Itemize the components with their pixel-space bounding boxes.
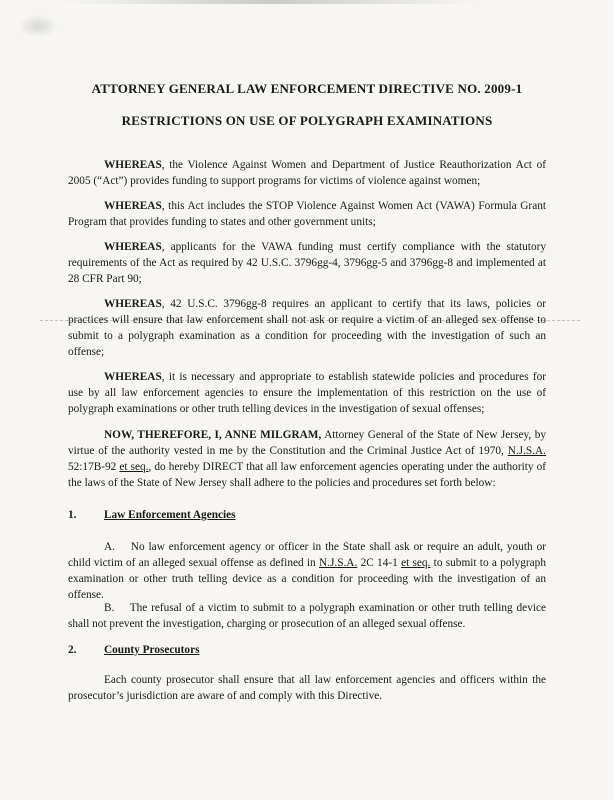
section-label: Law Enforcement Agencies [104,509,236,521]
directive-subtitle: RESTRICTIONS ON USE OF POLYGRAPH EXAMINATIONS [121,113,493,128]
subsection-a-text-2: 2C 14-1 [357,557,402,569]
whereas-text: , this Act includes the STOP Violence Against Women Act (VAWA) Formula Grant Program that provides funding to states and other government units; [68,200,546,228]
directive-title: ATTORNEY GENERAL LAW ENFORCEMENT DIRECTIVE NO. 2009-1 [91,81,523,96]
now-therefore-paragraph [68,427,546,491]
et-seq: et seq. [401,557,431,569]
section-2-heading [68,644,200,656]
whereas-label: WHEREAS [104,159,162,171]
scan-smudge [18,14,58,38]
et-seq: et seq. [119,461,149,473]
whereas-paragraph-1 [68,157,546,189]
now-text-2: 52:17B-92 [68,461,120,473]
subsection-a-text-1: No law enforcement agency or officer in the State shall ask or require an adult, youth or child victim of an alleged sexual offense as defined in [68,541,546,569]
subsection-mark: A. [104,541,115,553]
whereas-text: , it is necessary and appropriate to establish statewide policies and procedures for use by all law enforcement agencies to ensure the implementation of this restriction on the use of polygraph examinations or other truth telling devices in the investigation of sexual offenses; [68,371,546,415]
county-prosecutor-paragraph: Each county prosecutor shall ensure that all law enforcement agencies and officers within the prosecutor’s jurisdiction are aware of and comply with this Directive. [68,674,546,702]
whereas-paragraph-5 [68,369,546,417]
subsection-a [68,539,546,603]
section-label: County Prosecutors [104,644,200,656]
whereas-label: WHEREAS [104,241,162,253]
subsection-b-text: The refusal of a victim to submit to a polygraph examination or other truth telling device shall not prevent the investigation, charging or prosecution of an alleged sexual offense. [68,602,547,630]
scan-artifact-top [60,0,480,4]
section-number: 2. [68,644,77,656]
whereas-label: WHEREAS [104,200,162,212]
subsection-b [68,600,546,632]
statute-citation: N.J.S.A. [507,445,546,457]
whereas-paragraph-4 [68,296,546,360]
subsection-a-text-3: to submit to a polygraph examination or other truth telling device as a condition for proceeding with the investigation of an offense. [68,557,546,601]
statute-citation: N.J.S.A. [319,557,358,569]
whereas-paragraph-3 [68,239,546,287]
section-1-heading [68,509,236,521]
now-therefore-lead: NOW, THEREFORE, I, ANNE MILGRAM, [104,429,322,441]
whereas-label: WHEREAS [104,298,162,310]
now-text-3: , do hereby DIRECT that all law enforcement agencies operating under the authority of the laws of the State of New Jersey shall adhere to the policies and procedures set forth below: [68,461,546,489]
section-number: 1. [68,509,77,521]
whereas-text: , 42 U.S.C. 3796gg-8 requires an applicant to certify that its laws, policies or practices will ensure that law enforcement shall not ask or require a victim of an alleged sex offense to submit to a polygraph examination as a condition for proceeding with the investigation of such an offense; [68,298,546,358]
whereas-text: , applicants for the VAWA funding must certify compliance with the statutory requirements of the Act as required by 42 U.S.C. 3796gg-4, 3796gg-5 and 3796gg-8 and implemented at 28 CFR Part 90; [68,241,546,285]
whereas-text: , the Violence Against Women and Department of Justice Reauthorization Act of 2005 (“Act”) provides funding to support programs for victims of violence against women; [68,159,546,187]
subsection-mark: B. [104,602,115,614]
whereas-label: WHEREAS [104,371,162,383]
whereas-paragraph-2 [68,198,546,230]
now-text-1: Attorney General of the State of New Jersey, by virtue of the authority vested in me by the Constitution and the Criminal Justice Act of 1970, [68,429,546,457]
